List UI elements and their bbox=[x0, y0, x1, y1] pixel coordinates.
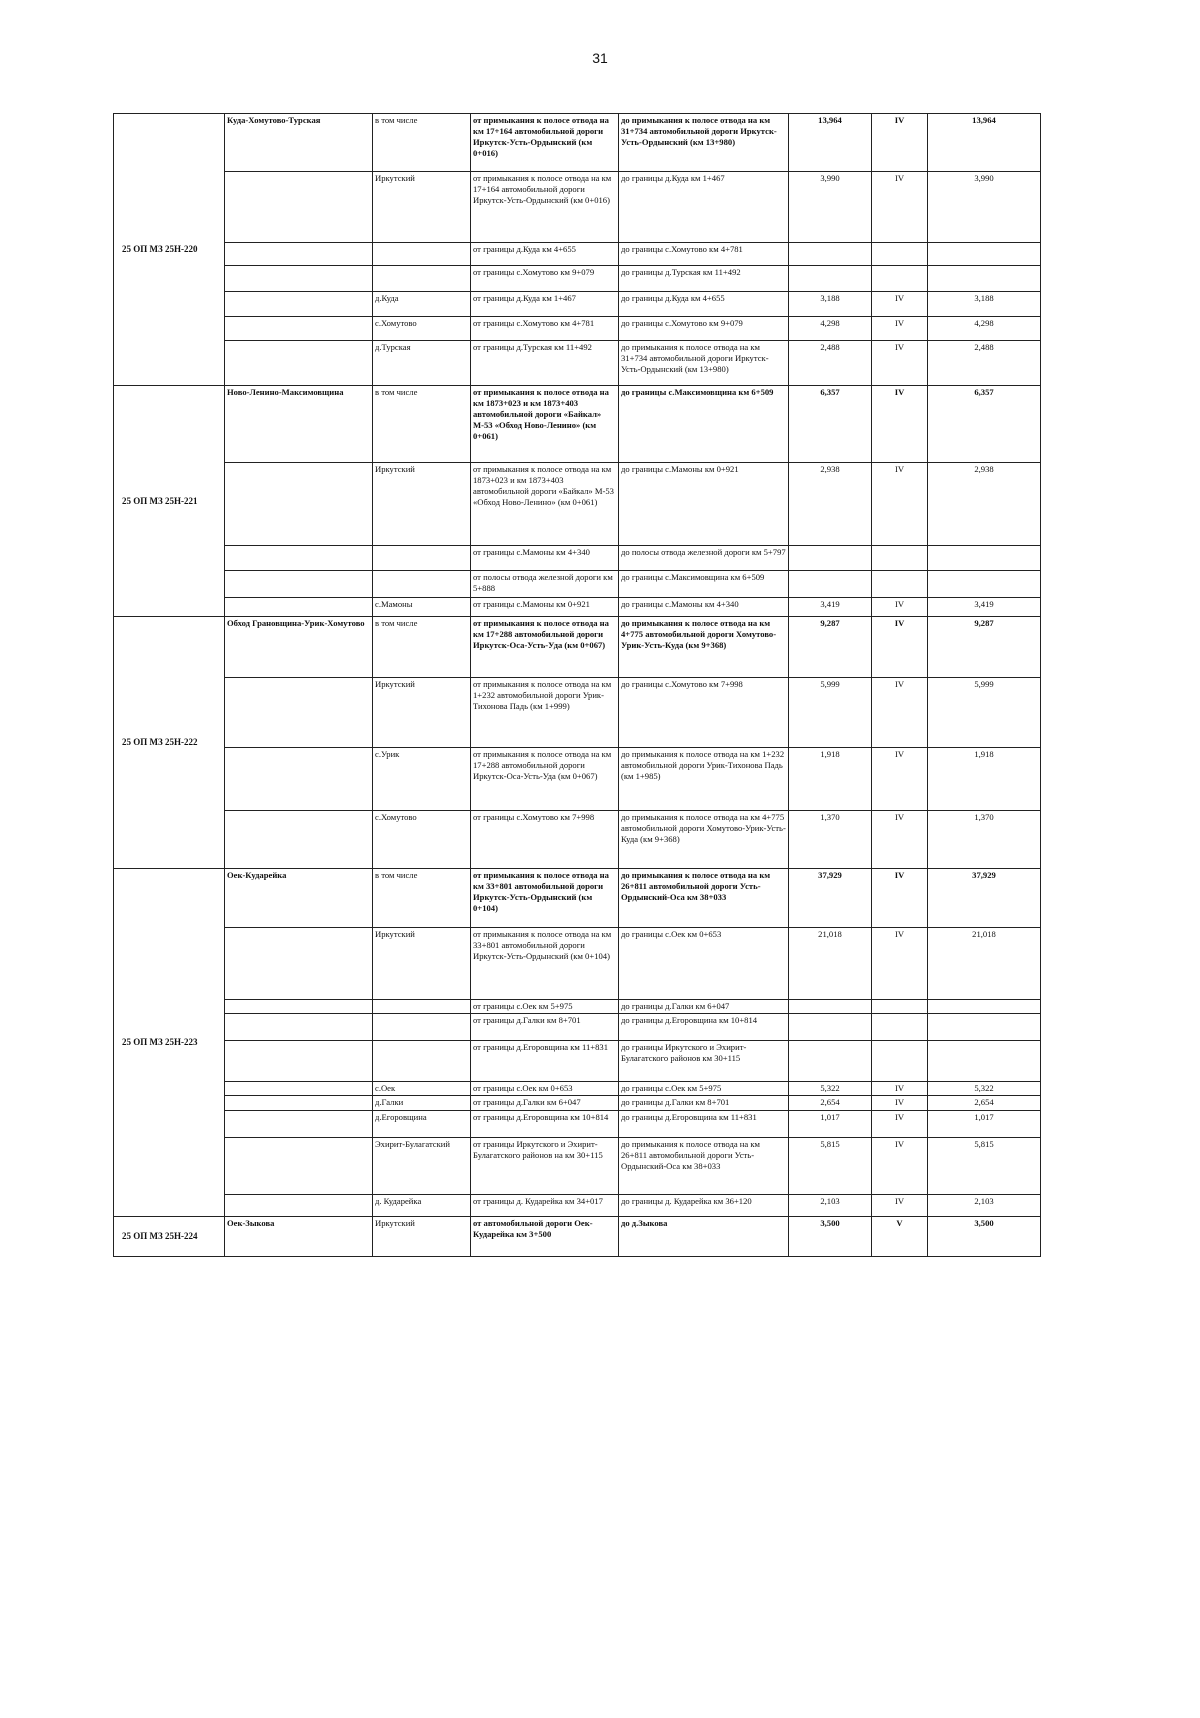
category-cell: IV bbox=[872, 748, 928, 811]
length-total-cell: 37,929 bbox=[928, 869, 1041, 928]
from-cell: от примыкания к полосе отвода на км 1+232 автомобильной дороги Урик-Тихонова Падь (км 1+999) bbox=[471, 678, 619, 748]
from-cell: от границы д.Егоровщина км 10+814 bbox=[471, 1111, 619, 1138]
category-cell: IV bbox=[872, 463, 928, 546]
road-name-cell bbox=[225, 1082, 373, 1096]
area-cell: д.Турская bbox=[373, 341, 471, 386]
length-total-cell: 2,654 bbox=[928, 1096, 1041, 1111]
road-name-cell bbox=[225, 1096, 373, 1111]
road-code-cell: 25 ОП МЗ 25Н-220 bbox=[114, 114, 225, 386]
table-row bbox=[114, 546, 1041, 571]
area-cell: д. Кударейка bbox=[373, 1195, 471, 1217]
road-name-cell bbox=[225, 598, 373, 617]
to-cell: до границы д.Галки км 6+047 bbox=[619, 1000, 789, 1014]
road-name-cell bbox=[225, 811, 373, 869]
to-cell: до примыкания к полосе отвода на км 1+232 автомобильной дороги Урик-Тихонова Падь (км 1+985) bbox=[619, 748, 789, 811]
from-cell: от границы с.Мамоны км 0+921 bbox=[471, 598, 619, 617]
area-cell: Иркутский bbox=[373, 1217, 471, 1257]
from-cell: от примыкания к полосе отвода на км 1873+023 и км 1873+403 автомобильной дороги «Байкал» М-53 «Обход Ново-Ленино» (км 0+061) bbox=[471, 386, 619, 463]
category-cell: IV bbox=[872, 598, 928, 617]
table-row bbox=[114, 386, 1041, 463]
category-cell: IV bbox=[872, 617, 928, 678]
area-cell: с.Мамоны bbox=[373, 598, 471, 617]
category-cell bbox=[872, 1041, 928, 1082]
area-cell: Иркутский bbox=[373, 463, 471, 546]
category-cell bbox=[872, 546, 928, 571]
road-name-cell bbox=[225, 317, 373, 341]
table-row bbox=[114, 463, 1041, 546]
area-cell bbox=[373, 1041, 471, 1082]
category-cell: IV bbox=[872, 1082, 928, 1096]
from-cell: от примыкания к полосе отвода на км 1873+023 и км 1873+403 автомобильной дороги «Байкал» М-53 «Обход Ново-Ленино» (км 0+061) bbox=[471, 463, 619, 546]
length-cell: 21,018 bbox=[789, 928, 872, 1000]
road-name-cell bbox=[225, 266, 373, 292]
table-row bbox=[114, 1041, 1041, 1082]
to-cell: до примыкания к полосе отвода на км 4+775 автомобильной дороги Хомутово-Урик-Усть-Куда (км 9+368) bbox=[619, 617, 789, 678]
table-row bbox=[114, 1111, 1041, 1138]
length-total-cell: 5,815 bbox=[928, 1138, 1041, 1195]
length-total-cell bbox=[928, 1014, 1041, 1041]
to-cell: до границы с.Оек км 0+653 bbox=[619, 928, 789, 1000]
area-cell: д.Куда bbox=[373, 292, 471, 317]
length-cell: 5,999 bbox=[789, 678, 872, 748]
from-cell: от границы с.Мамоны км 4+340 bbox=[471, 546, 619, 571]
area-cell: в том числе bbox=[373, 617, 471, 678]
to-cell: до границы с.Максимовщина км 6+509 bbox=[619, 386, 789, 463]
area-cell: с.Оек bbox=[373, 1082, 471, 1096]
length-total-cell: 4,298 bbox=[928, 317, 1041, 341]
length-cell: 3,188 bbox=[789, 292, 872, 317]
to-cell: до границы д.Галки км 8+701 bbox=[619, 1096, 789, 1111]
table-row bbox=[114, 114, 1041, 172]
length-cell: 1,017 bbox=[789, 1111, 872, 1138]
road-name-cell bbox=[225, 292, 373, 317]
to-cell: до границы с.Максимовщина км 6+509 bbox=[619, 571, 789, 598]
to-cell: до границы д.Куда км 4+655 bbox=[619, 292, 789, 317]
table-row bbox=[114, 317, 1041, 341]
table-row bbox=[114, 1014, 1041, 1041]
table-row bbox=[114, 598, 1041, 617]
from-cell: от примыкания к полосе отвода на км 17+288 автомобильной дороги Иркутск-Оса-Усть-Уда (км 0+067) bbox=[471, 748, 619, 811]
table-row bbox=[114, 1096, 1041, 1111]
category-cell: IV bbox=[872, 1138, 928, 1195]
road-code-cell: 25 ОП МЗ 25Н-222 bbox=[114, 617, 225, 869]
from-cell: от границы Иркутского и Эхирит-Булагатского районов на км 30+115 bbox=[471, 1138, 619, 1195]
length-cell: 13,964 bbox=[789, 114, 872, 172]
from-cell: от границы с.Хомутово км 4+781 bbox=[471, 317, 619, 341]
table-row bbox=[114, 869, 1041, 928]
road-name-cell bbox=[225, 1000, 373, 1014]
road-name-cell bbox=[225, 243, 373, 266]
area-cell: Эхирит-Булагатский bbox=[373, 1138, 471, 1195]
category-cell: IV bbox=[872, 317, 928, 341]
length-cell: 6,357 bbox=[789, 386, 872, 463]
table-row bbox=[114, 617, 1041, 678]
road-name-cell: Обход Грановщина-Урик-Хомутово bbox=[225, 617, 373, 678]
area-cell bbox=[373, 243, 471, 266]
length-total-cell: 21,018 bbox=[928, 928, 1041, 1000]
area-cell: Иркутский bbox=[373, 928, 471, 1000]
category-cell: IV bbox=[872, 386, 928, 463]
length-cell: 5,815 bbox=[789, 1138, 872, 1195]
table-row bbox=[114, 928, 1041, 1000]
category-cell: IV bbox=[872, 292, 928, 317]
from-cell: от примыкания к полосе отвода на км 17+164 автомобильной дороги Иркутск-Усть-Ордынский (км 0+016) bbox=[471, 114, 619, 172]
from-cell: от границы д. Кударейка км 34+017 bbox=[471, 1195, 619, 1217]
to-cell: до границы с.Хомутово км 4+781 bbox=[619, 243, 789, 266]
road-name-cell: Ново-Ленино-Максимовщина bbox=[225, 386, 373, 463]
table-row bbox=[114, 243, 1041, 266]
category-cell: IV bbox=[872, 341, 928, 386]
area-cell: в том числе bbox=[373, 869, 471, 928]
from-cell: от примыкания к полосе отвода на км 17+164 автомобильной дороги Иркутск-Усть-Ордынский (км 0+016) bbox=[471, 172, 619, 243]
length-cell: 3,500 bbox=[789, 1217, 872, 1257]
from-cell: от границы с.Оек км 0+653 bbox=[471, 1082, 619, 1096]
page-number: 31 bbox=[592, 50, 608, 66]
road-name-cell bbox=[225, 1138, 373, 1195]
length-cell bbox=[789, 1000, 872, 1014]
road-name-cell bbox=[225, 571, 373, 598]
road-name-cell bbox=[225, 678, 373, 748]
table-row bbox=[114, 266, 1041, 292]
to-cell: до полосы отвода железной дороги км 5+797 bbox=[619, 546, 789, 571]
table-row bbox=[114, 748, 1041, 811]
from-cell: от примыкания к полосе отвода на км 17+288 автомобильной дороги Иркутск-Оса-Усть-Уда (км 0+067) bbox=[471, 617, 619, 678]
category-cell bbox=[872, 1014, 928, 1041]
road-name-cell bbox=[225, 341, 373, 386]
from-cell: от полосы отвода железной дороги км 5+888 bbox=[471, 571, 619, 598]
road-name-cell bbox=[225, 463, 373, 546]
road-code-cell: 25 ОП МЗ 25Н-221 bbox=[114, 386, 225, 617]
length-cell bbox=[789, 1014, 872, 1041]
road-name-cell bbox=[225, 1111, 373, 1138]
from-cell: от примыкания к полосе отвода на км 33+801 автомобильной дороги Иркутск-Усть-Ордынский (км 0+104) bbox=[471, 869, 619, 928]
area-cell bbox=[373, 1014, 471, 1041]
to-cell: до границы с.Хомутово км 9+079 bbox=[619, 317, 789, 341]
road-name-cell: Куда-Хомутово-Турская bbox=[225, 114, 373, 172]
to-cell: до границы с.Оек км 5+975 bbox=[619, 1082, 789, 1096]
length-total-cell: 3,188 bbox=[928, 292, 1041, 317]
length-total-cell bbox=[928, 546, 1041, 571]
area-cell bbox=[373, 266, 471, 292]
road-name-cell bbox=[225, 1014, 373, 1041]
length-cell bbox=[789, 1041, 872, 1082]
to-cell: до границы д.Егоровщина км 10+814 bbox=[619, 1014, 789, 1041]
length-total-cell: 6,357 bbox=[928, 386, 1041, 463]
length-cell: 3,990 bbox=[789, 172, 872, 243]
road-name-cell: Оек-Кударейка bbox=[225, 869, 373, 928]
table-row bbox=[114, 172, 1041, 243]
road-code-cell: 25 ОП МЗ 25Н-224 bbox=[114, 1217, 225, 1257]
road-name-cell: Оек-Зыкова bbox=[225, 1217, 373, 1257]
to-cell: до границы с.Мамоны км 4+340 bbox=[619, 598, 789, 617]
length-total-cell: 3,419 bbox=[928, 598, 1041, 617]
length-total-cell: 1,017 bbox=[928, 1111, 1041, 1138]
table-row bbox=[114, 292, 1041, 317]
from-cell: от границы с.Оек км 5+975 bbox=[471, 1000, 619, 1014]
length-cell: 3,419 bbox=[789, 598, 872, 617]
from-cell: от границы д.Егоровщина км 11+831 bbox=[471, 1041, 619, 1082]
length-total-cell: 2,488 bbox=[928, 341, 1041, 386]
table-row bbox=[114, 1195, 1041, 1217]
length-total-cell: 5,322 bbox=[928, 1082, 1041, 1096]
from-cell: от границы д.Галки км 8+701 bbox=[471, 1014, 619, 1041]
length-cell: 2,103 bbox=[789, 1195, 872, 1217]
length-total-cell bbox=[928, 266, 1041, 292]
to-cell: до примыкания к полосе отвода на км 4+775 автомобильной дороги Хомутово-Урик-Усть-Куда (км 9+368) bbox=[619, 811, 789, 869]
length-cell bbox=[789, 571, 872, 598]
roads-table bbox=[113, 113, 1041, 1257]
from-cell: от границы д.Галки км 6+047 bbox=[471, 1096, 619, 1111]
area-cell bbox=[373, 1000, 471, 1014]
length-total-cell: 3,500 bbox=[928, 1217, 1041, 1257]
length-cell: 2,488 bbox=[789, 341, 872, 386]
category-cell bbox=[872, 266, 928, 292]
table-row bbox=[114, 678, 1041, 748]
to-cell: до примыкания к полосе отвода на км 31+734 автомобильной дороги Иркутск-Усть-Ордынский (км 13+980) bbox=[619, 114, 789, 172]
category-cell bbox=[872, 1000, 928, 1014]
table-row bbox=[114, 1138, 1041, 1195]
length-total-cell: 1,370 bbox=[928, 811, 1041, 869]
to-cell: до примыкания к полосе отвода на км 26+811 автомобильной дороги Усть-Ордынский-Оса км 38+033 bbox=[619, 869, 789, 928]
to-cell: до границы д. Кударейка км 36+120 bbox=[619, 1195, 789, 1217]
area-cell: д.Галки bbox=[373, 1096, 471, 1111]
road-name-cell bbox=[225, 928, 373, 1000]
table-row bbox=[114, 1082, 1041, 1096]
length-cell bbox=[789, 266, 872, 292]
area-cell: с.Урик bbox=[373, 748, 471, 811]
length-total-cell bbox=[928, 1000, 1041, 1014]
area-cell: Иркутский bbox=[373, 172, 471, 243]
length-cell: 5,322 bbox=[789, 1082, 872, 1096]
length-total-cell: 2,938 bbox=[928, 463, 1041, 546]
length-cell bbox=[789, 243, 872, 266]
category-cell bbox=[872, 571, 928, 598]
from-cell: от границы д.Куда км 1+467 bbox=[471, 292, 619, 317]
area-cell bbox=[373, 546, 471, 571]
to-cell: до границы д.Турская км 11+492 bbox=[619, 266, 789, 292]
length-total-cell bbox=[928, 243, 1041, 266]
length-total-cell: 13,964 bbox=[928, 114, 1041, 172]
road-code-cell: 25 ОП МЗ 25Н-223 bbox=[114, 869, 225, 1217]
category-cell: IV bbox=[872, 869, 928, 928]
category-cell: IV bbox=[872, 1111, 928, 1138]
from-cell: от границы с.Хомутово км 7+998 bbox=[471, 811, 619, 869]
category-cell: IV bbox=[872, 928, 928, 1000]
length-cell: 1,918 bbox=[789, 748, 872, 811]
from-cell: от примыкания к полосе отвода на км 33+801 автомобильной дороги Иркутск-Усть-Ордынский (км 0+104) bbox=[471, 928, 619, 1000]
length-total-cell: 2,103 bbox=[928, 1195, 1041, 1217]
length-cell: 2,938 bbox=[789, 463, 872, 546]
length-total-cell: 9,287 bbox=[928, 617, 1041, 678]
to-cell: до границы Иркутского и Эхирит-Булагатского районов км 30+115 bbox=[619, 1041, 789, 1082]
to-cell: до границы с.Хомутово км 7+998 bbox=[619, 678, 789, 748]
length-total-cell bbox=[928, 571, 1041, 598]
to-cell: до примыкания к полосе отвода на км 26+811 автомобильной дороги Усть-Ордынский-Оса км 38+033 bbox=[619, 1138, 789, 1195]
road-name-cell bbox=[225, 1195, 373, 1217]
category-cell: IV bbox=[872, 172, 928, 243]
length-cell bbox=[789, 546, 872, 571]
area-cell: с.Хомутово bbox=[373, 317, 471, 341]
area-cell: д.Егоровщина bbox=[373, 1111, 471, 1138]
area-cell bbox=[373, 571, 471, 598]
to-cell: до границы д.Куда км 1+467 bbox=[619, 172, 789, 243]
to-cell: до границы д.Егоровщина км 11+831 bbox=[619, 1111, 789, 1138]
length-cell: 2,654 bbox=[789, 1096, 872, 1111]
length-cell: 1,370 bbox=[789, 811, 872, 869]
category-cell bbox=[872, 243, 928, 266]
length-cell: 37,929 bbox=[789, 869, 872, 928]
category-cell: IV bbox=[872, 1096, 928, 1111]
from-cell: от границы д.Куда км 4+655 bbox=[471, 243, 619, 266]
from-cell: от границы д.Турская км 11+492 bbox=[471, 341, 619, 386]
road-name-cell bbox=[225, 1041, 373, 1082]
length-total-cell: 5,999 bbox=[928, 678, 1041, 748]
length-total-cell: 3,990 bbox=[928, 172, 1041, 243]
length-total-cell bbox=[928, 1041, 1041, 1082]
area-cell: Иркутский bbox=[373, 678, 471, 748]
category-cell: IV bbox=[872, 678, 928, 748]
table-row bbox=[114, 571, 1041, 598]
length-total-cell: 1,918 bbox=[928, 748, 1041, 811]
to-cell: до примыкания к полосе отвода на км 31+734 автомобильной дороги Иркутск-Усть-Ордынский (км 13+980) bbox=[619, 341, 789, 386]
table-row bbox=[114, 811, 1041, 869]
area-cell: с.Хомутово bbox=[373, 811, 471, 869]
length-cell: 4,298 bbox=[789, 317, 872, 341]
table-row bbox=[114, 1000, 1041, 1014]
area-cell: в том числе bbox=[373, 386, 471, 463]
area-cell: в том числе bbox=[373, 114, 471, 172]
category-cell: IV bbox=[872, 811, 928, 869]
category-cell: IV bbox=[872, 114, 928, 172]
from-cell: от автомобильной дороги Оек-Кударейка км 3+500 bbox=[471, 1217, 619, 1257]
road-name-cell bbox=[225, 748, 373, 811]
category-cell: V bbox=[872, 1217, 928, 1257]
from-cell: от границы с.Хомутово км 9+079 bbox=[471, 266, 619, 292]
to-cell: до границы с.Мамоны км 0+921 bbox=[619, 463, 789, 546]
table-row bbox=[114, 1217, 1041, 1257]
length-cell: 9,287 bbox=[789, 617, 872, 678]
road-name-cell bbox=[225, 172, 373, 243]
table-row bbox=[114, 341, 1041, 386]
to-cell: до д.Зыкова bbox=[619, 1217, 789, 1257]
category-cell: IV bbox=[872, 1195, 928, 1217]
road-name-cell bbox=[225, 546, 373, 571]
